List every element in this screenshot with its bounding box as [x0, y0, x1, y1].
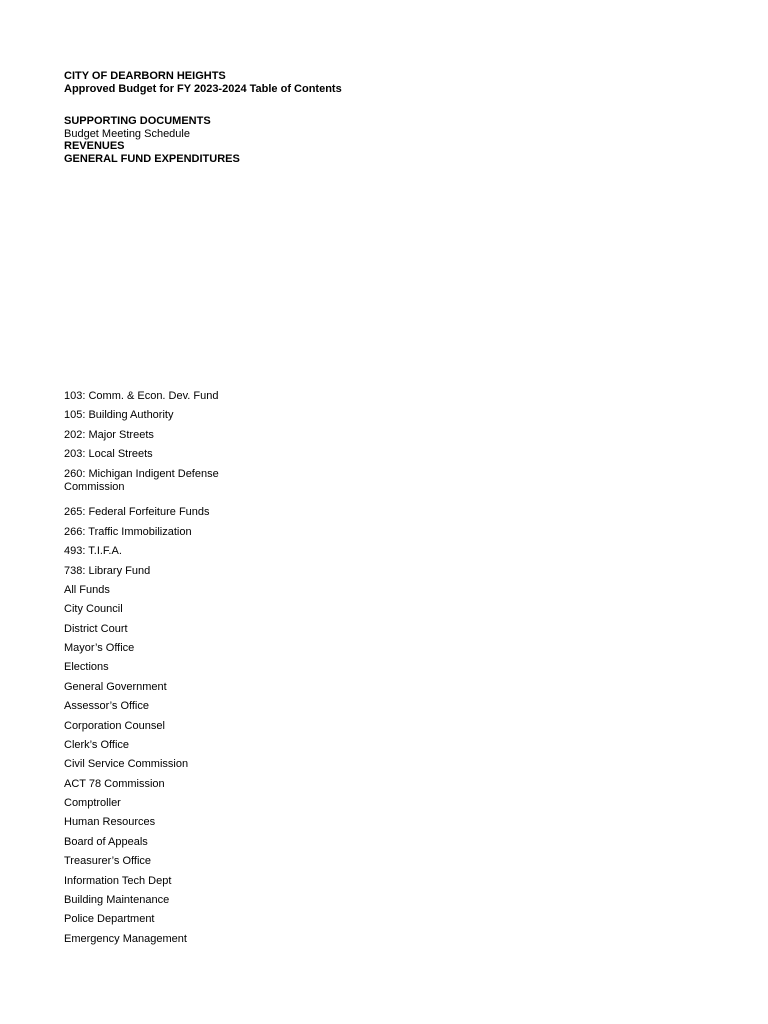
section-general-fund-expenditures: GENERAL FUND EXPENDITURES	[64, 153, 240, 165]
section-revenues: REVENUES	[64, 140, 125, 152]
toc-item: Civil Service Commission	[64, 758, 189, 770]
toc-item: ACT 78 Commission	[64, 778, 165, 790]
toc-item: 265: Federal Forfeiture Funds	[64, 506, 210, 518]
toc-item: 493: T.I.F.A.	[64, 545, 122, 557]
item-budget-meeting-schedule: Budget Meeting Schedule	[64, 128, 190, 140]
toc-item: Information Tech Dept	[64, 875, 172, 887]
toc-item: 738: Library Fund	[64, 565, 151, 577]
toc-item: Corporation Counsel	[64, 720, 165, 732]
toc-item: 260: Michigan Indigent Defense Commission	[64, 468, 219, 493]
document-title: Approved Budget for FY 2023-2024 Table of Contents	[64, 83, 342, 95]
toc-item: All Funds	[64, 584, 110, 596]
toc-item: Board of Appeals	[64, 836, 148, 848]
toc-item: Mayor’s Office	[64, 642, 135, 654]
toc-item: Clerk’s Office	[64, 739, 130, 751]
toc-item: 203: Local Streets	[64, 448, 153, 460]
section-supporting-documents: SUPPORTING DOCUMENTS	[64, 115, 211, 127]
toc-item: Elections	[64, 661, 109, 673]
toc-item: Emergency Management	[64, 933, 187, 945]
toc-item: Comptroller	[64, 797, 121, 809]
toc-item: Treasurer’s Office	[64, 855, 152, 867]
city-heading: CITY OF DEARBORN HEIGHTS	[64, 70, 226, 82]
toc-item: Human Resources	[64, 816, 156, 828]
toc-item: Building Maintenance	[64, 894, 170, 906]
toc-item: General Government	[64, 681, 167, 693]
toc-item: 266: Traffic Immobilization	[64, 526, 192, 538]
toc-item: 103: Comm. & Econ. Dev. Fund	[64, 390, 219, 402]
toc-item: Assessor’s Office	[64, 700, 149, 712]
toc-item: District Court	[64, 623, 128, 635]
toc-item: Police Department	[64, 913, 155, 925]
toc-item: 105: Building Authority	[64, 409, 174, 421]
toc-item: City Council	[64, 603, 123, 615]
toc-item: 202: Major Streets	[64, 429, 154, 441]
